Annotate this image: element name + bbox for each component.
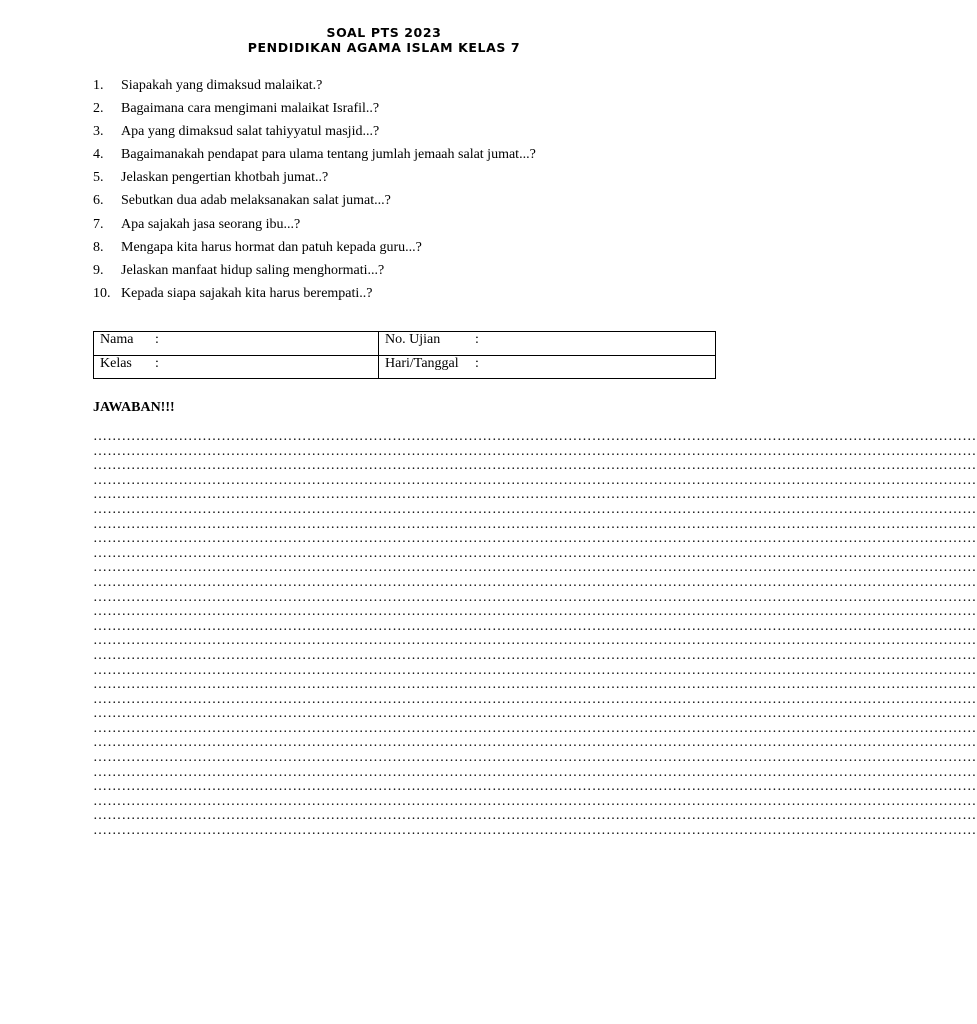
answer-line[interactable]: …………………………………………………………………………………………………………………………………………………………………… (93, 677, 977, 693)
question-text: Mengapa kita harus hormat dan patuh kepada guru...? (121, 239, 422, 255)
question-list (93, 74, 536, 305)
hari-tanggal-cell[interactable] (379, 355, 716, 379)
question-number: 7. (93, 216, 104, 232)
answer-line[interactable]: …………………………………………………………………………………………………………………………………………………………………… (93, 516, 977, 532)
answer-line[interactable]: …………………………………………………………………………………………………………………………………………………………………… (93, 501, 977, 517)
answer-line[interactable]: …………………………………………………………………………………………………………………………………………………………………… (93, 735, 977, 751)
no-ujian-cell[interactable] (379, 332, 716, 356)
question-item (93, 120, 536, 143)
question-text: Bagaimanakah pendapat para ulama tentang jumlah jemaah salat jumat...? (121, 147, 536, 163)
answer-line[interactable]: …………………………………………………………………………………………………………………………………………………………………… (93, 720, 977, 736)
answer-line[interactable]: …………………………………………………………………………………………………………………………………………………………………… (93, 808, 977, 824)
question-text: Apa yang dimaksud salat tahiyyatul masjid...? (121, 124, 380, 140)
answer-line[interactable]: …………………………………………………………………………………………………………………………………………………………………… (93, 779, 977, 795)
kelas-colon: : (155, 355, 159, 371)
question-item (93, 213, 536, 236)
question-number: 2. (93, 101, 104, 117)
answer-line[interactable]: …………………………………………………………………………………………………………………………………………………………………… (93, 443, 977, 459)
answer-line[interactable]: …………………………………………………………………………………………………………………………………………………………………… (93, 823, 977, 839)
question-number: 6. (93, 193, 104, 209)
answer-line[interactable]: …………………………………………………………………………………………………………………………………………………………………… (93, 458, 977, 474)
answer-line[interactable]: …………………………………………………………………………………………………………………………………………………………………… (93, 691, 977, 707)
nama-colon: : (155, 332, 159, 347)
header-line-2: PENDIDIKAN AGAMA ISLAM KELAS 7 (247, 40, 521, 55)
question-item (93, 166, 536, 189)
answer-line[interactable]: …………………………………………………………………………………………………………………………………………………………………… (93, 764, 977, 780)
question-text: Kepada siapa sajakah kita harus berempati..? (121, 285, 373, 301)
student-identity-table (93, 331, 716, 379)
question-text: Apa sajakah jasa seorang ibu...? (121, 216, 301, 232)
answer-line[interactable]: …………………………………………………………………………………………………………………………………………………………………… (93, 545, 977, 561)
answer-lines[interactable] (93, 429, 977, 839)
question-number: 10. (93, 285, 111, 301)
answer-line[interactable]: …………………………………………………………………………………………………………………………………………………………………… (93, 618, 977, 634)
question-number: 1. (93, 78, 104, 93)
answer-line[interactable]: …………………………………………………………………………………………………………………………………………………………………… (93, 604, 977, 620)
question-item (93, 189, 536, 212)
question-number: 3. (93, 124, 104, 140)
answer-line[interactable]: …………………………………………………………………………………………………………………………………………………………………… (93, 633, 977, 649)
no-ujian-colon: : (475, 332, 479, 347)
question-item (93, 259, 536, 282)
question-text: Sebutkan dua adab melaksanakan salat jumat...? (121, 193, 391, 209)
answer-line[interactable]: …………………………………………………………………………………………………………………………………………………………………… (93, 560, 977, 576)
question-text: Jelaskan pengertian khotbah jumat..? (121, 170, 329, 186)
answer-line[interactable]: …………………………………………………………………………………………………………………………………………………………………… (93, 429, 977, 444)
answer-line[interactable]: …………………………………………………………………………………………………………………………………………………………………… (93, 647, 977, 663)
answer-line[interactable]: …………………………………………………………………………………………………………………………………………………………………… (93, 472, 977, 488)
question-number: 8. (93, 239, 104, 255)
document-header (0, 25, 768, 55)
question-item (93, 97, 536, 120)
question-number: 4. (93, 147, 104, 163)
answer-title: JAWABAN!!! (93, 400, 175, 415)
nama-label: Nama (100, 332, 134, 347)
answer-line[interactable]: …………………………………………………………………………………………………………………………………………………………………… (93, 662, 977, 678)
question-item (93, 236, 536, 259)
answer-line[interactable]: …………………………………………………………………………………………………………………………………………………………………… (93, 487, 977, 503)
question-item (93, 282, 536, 305)
question-item (93, 74, 536, 97)
question-number: 5. (93, 170, 104, 186)
answer-line[interactable]: …………………………………………………………………………………………………………………………………………………………………… (93, 531, 977, 547)
nama-cell[interactable] (94, 332, 379, 356)
question-number: 9. (93, 262, 104, 278)
answer-line[interactable]: …………………………………………………………………………………………………………………………………………………………………… (93, 750, 977, 766)
question-text: Siapakah yang dimaksud malaikat.? (121, 78, 323, 93)
answer-line[interactable]: …………………………………………………………………………………………………………………………………………………………………… (93, 706, 977, 722)
answer-line[interactable]: …………………………………………………………………………………………………………………………………………………………………… (93, 589, 977, 605)
header-line-1: SOAL PTS 2023 (326, 25, 442, 40)
kelas-cell[interactable] (94, 355, 379, 379)
question-text: Bagaimana cara mengimani malaikat Israfil..? (121, 101, 380, 117)
no-ujian-label: No. Ujian (385, 332, 441, 347)
answer-line[interactable]: …………………………………………………………………………………………………………………………………………………………………… (93, 574, 977, 590)
answer-line[interactable]: …………………………………………………………………………………………………………………………………………………………………… (93, 793, 977, 809)
kelas-label: Kelas (100, 355, 132, 371)
question-text: Jelaskan manfaat hidup saling menghormati...? (121, 262, 385, 278)
question-item (93, 143, 536, 166)
hari-tanggal-label: Hari/Tanggal (385, 355, 459, 371)
hari-tanggal-colon: : (475, 355, 479, 371)
